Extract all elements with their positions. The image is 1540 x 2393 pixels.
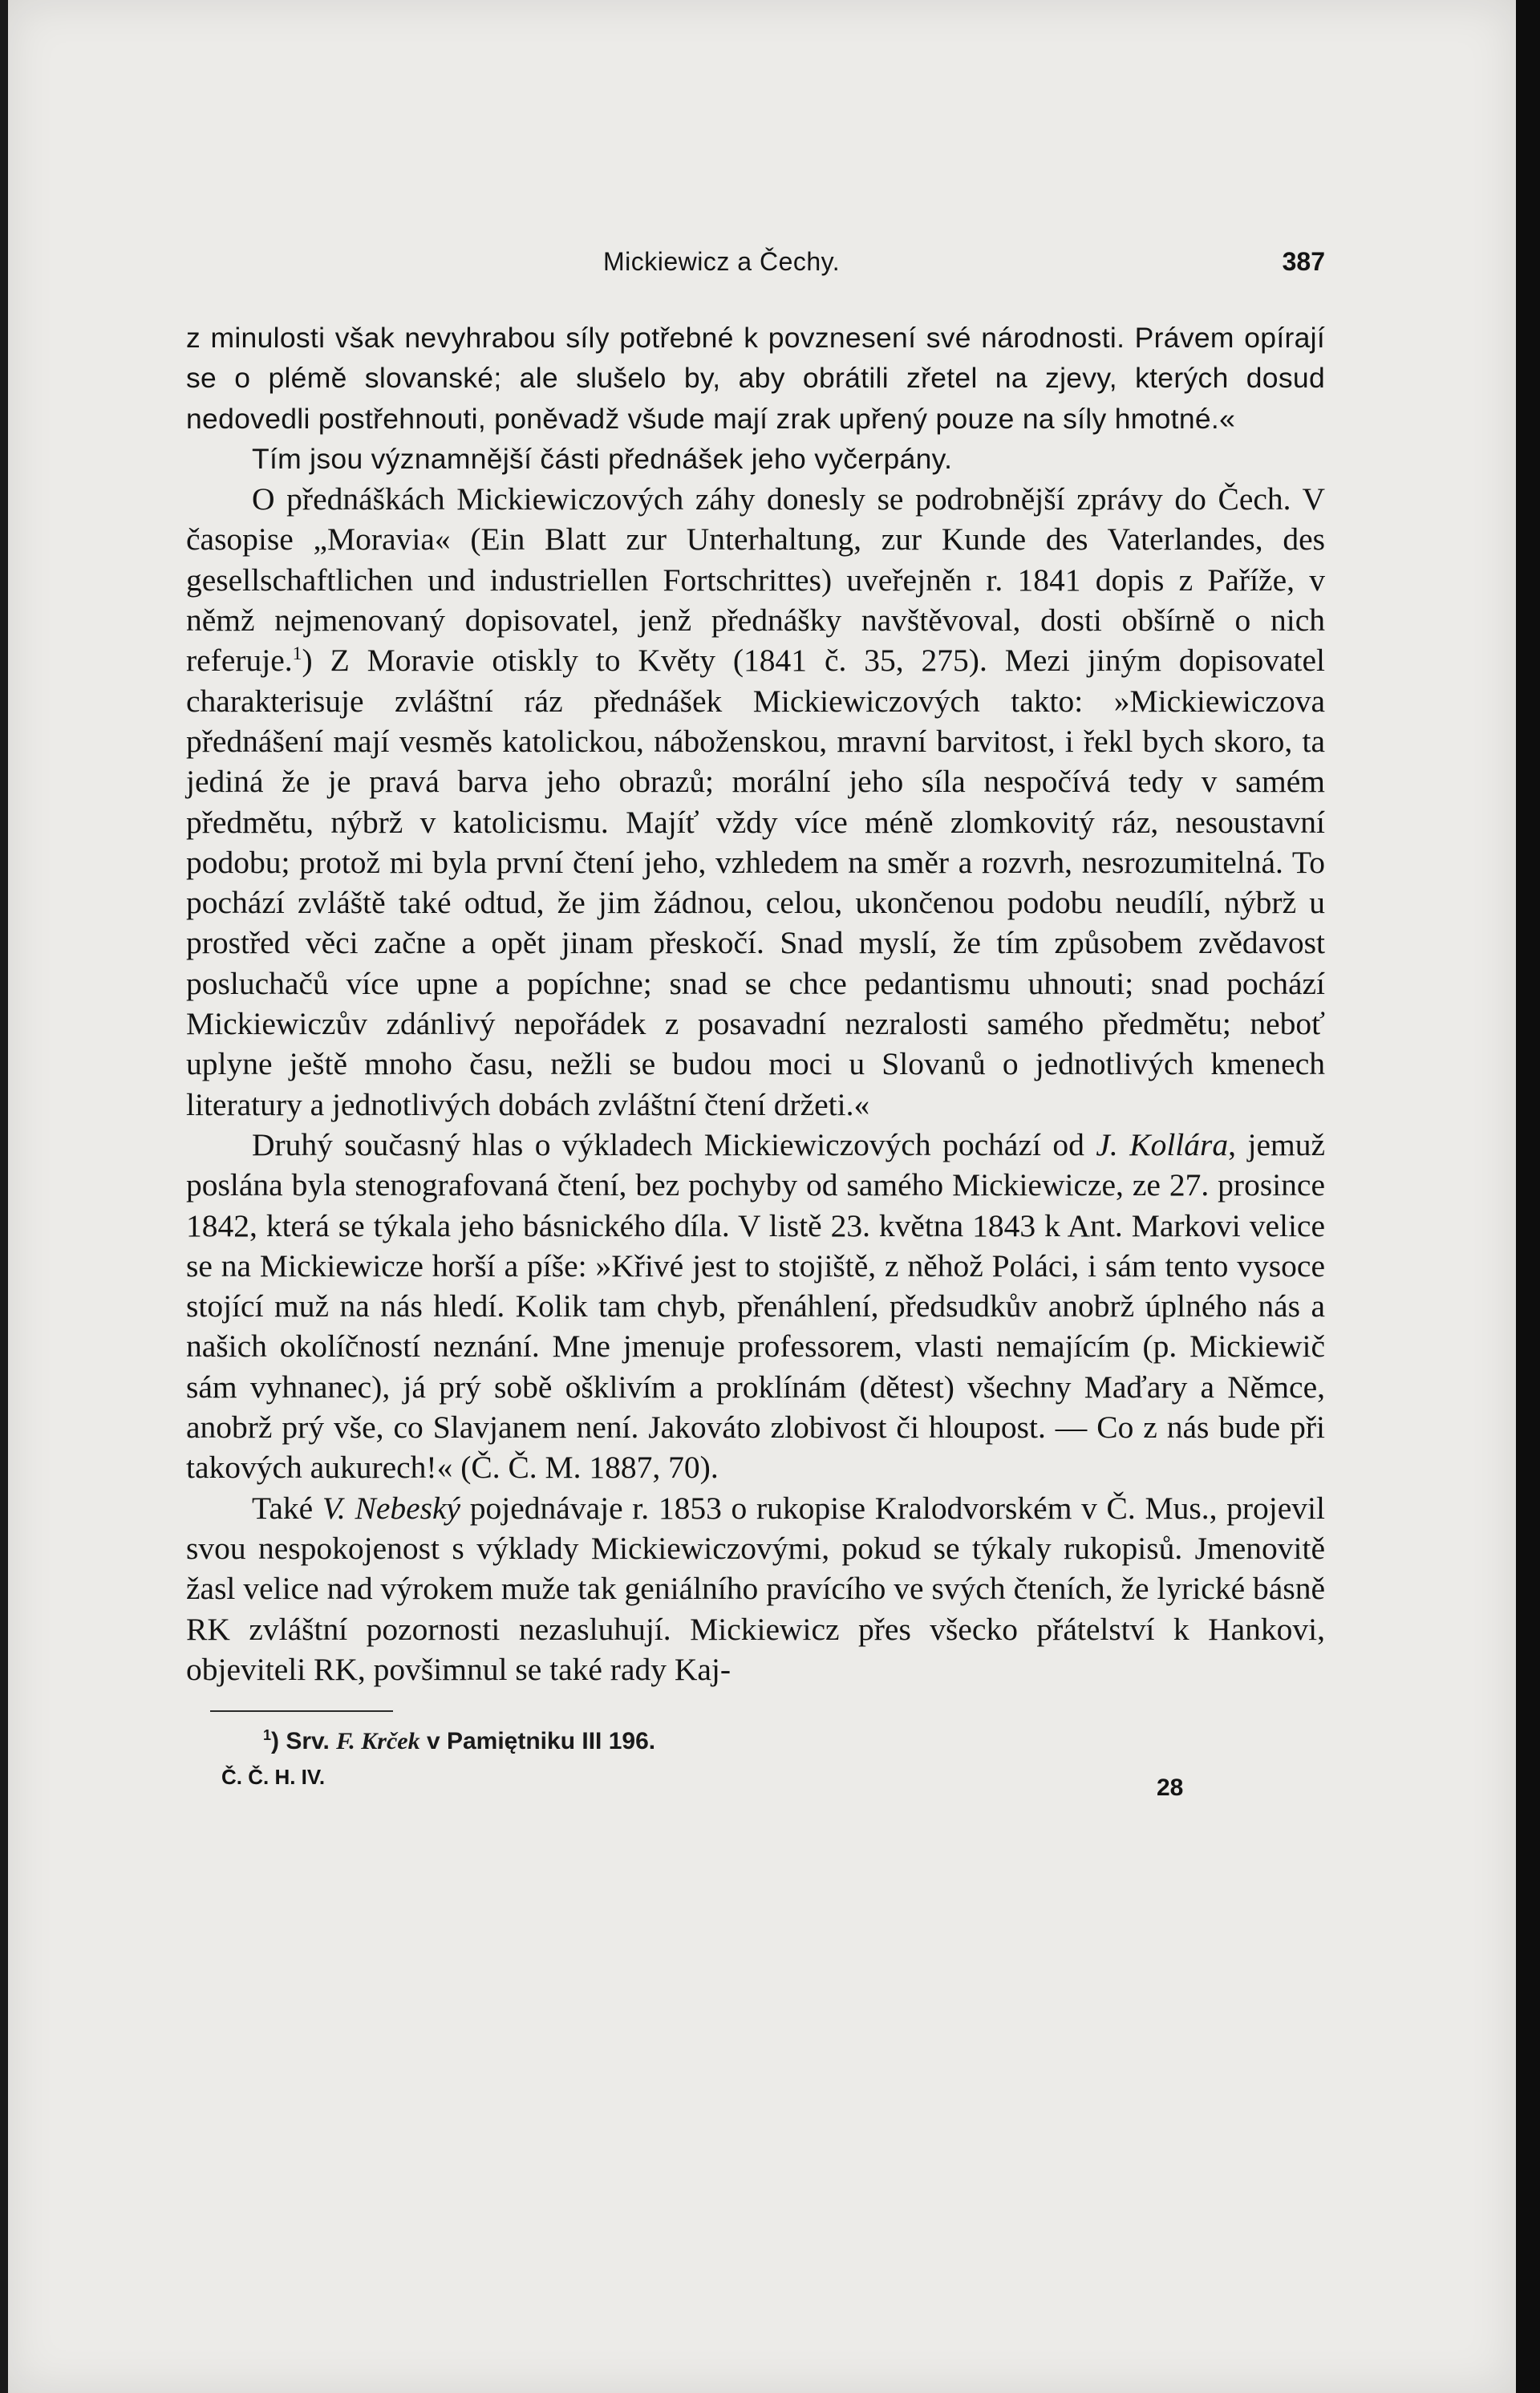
paragraph-4-lead: Druhý současný hlas o výkladech Mickiewiczových pochází od (252, 1126, 1096, 1162)
signature-row (186, 1765, 1325, 1802)
page-number: 387 (1282, 247, 1325, 276)
paragraph-1: z minulosti však nevyhrabou síly potřebné k povznesení své národnosti. Právem opírají se o plémě slovanské; ale slušelo by, aby obrátili zřetel na zjevy, kterých dosud nedovedli postřehnouti, poněvadž všude mají zrak upřený pouze na síly hmotné.« (186, 322, 1325, 435)
paragraph-3 (186, 479, 1325, 1125)
footnote-rule (210, 1710, 393, 1712)
body-text (186, 318, 1325, 1689)
author-name-kollar: J. Kollára (1096, 1126, 1229, 1162)
paragraph-5 (186, 1488, 1325, 1689)
paragraph-3-text: O přednáškách Mickiewiczových záhy donesly se podrobnější zprávy do Čech. V časopise „Moravia« (Ein Blatt zur Unterhaltung, zur Kunde des Vaterlandes, des gesellschaftlichen und industriellen Fortschrittes) uveřejněn r. 1841 dopis z Paříže, v němž nejmenovaný dopisovatel, jenž přednášky navštěvoval, dosti obšírně o nich referuje. (186, 481, 1325, 679)
paragraph-3-continued: ) Z Moravie otiskly to Květy (1841 č. 35, 275). Mezi jiným dopisovatel charakterisuje zvláštní ráz přednášek Mickiewiczových takto: »Mickiewiczova přednášení mají vesměs katolickou, náboženskou, mravní barvitost, i řekl bych skoro, ta jediná že je pravá barva jeho obrazů; morální jeho síla nespočívá tedy v samém předmětu, nýbrž v katolicismu. Majíť vždy více méně zlomkovitý ráz, nesoustavní podobu; protož mi byla první čtení jeho, vzhledem na směr a rozvrh, nesrozumitelná. To pochází zvláště také odtud, že jim žádnou, celou, ukončenou podobu neudílí, nýbrž u prostřed věci začne a opět jinam přeskočí. Snad myslí, že tím způsobem zvědavost posluchačů více upne a popíchne; snad se chce pedantismu uhnouti; snad pochází Mickiewiczův zdánlivý nepořádek z posavadní nezralosti samého předmětu; neboť uplyne ještě mnoho času, nežli se budou moci u Slovanů o jednotlivých kmenech literatury a jednotlivých dobách zvláštní čtení držeti.« (186, 643, 1325, 1122)
book-page (186, 241, 1325, 1802)
signature-label: Č. Č. H. IV. (221, 1765, 326, 1790)
author-name-nebesky: V. Nebeský (322, 1490, 461, 1526)
footnote-ref: 1 (292, 643, 302, 665)
footnote-lead: ) Srv. (271, 1728, 337, 1755)
paragraph-4 (186, 1125, 1325, 1488)
running-head-title: Mickiewicz a Čechy. (603, 247, 841, 276)
footnote-author: F. Krček (336, 1728, 420, 1755)
page-edge-shadow (1516, 0, 1540, 2393)
paragraph-2: Tím jsou významnější části přednášek jeho vyčerpány. (252, 442, 953, 475)
paragraph-4-text: , jemuž poslána byla stenografovaná čtení, bez pochyby od samého Mickiewicze, ze 27. prosince 1842, která se týkala jeho básnického díla. V listě 23. května 1843 k Ant. Markovi velice se na Mickiewicze horší a píše: »Křivé jest to stojiště, z něhož Poláci, i sám tento vysoce stojící muž na nás hledí. Kolik tam chyb, přenáhlení, předsudkův anobrž úplného nás a našich okolíčností neznání. Mne jmenuje professorem, vlasti nemajícím (p. Mickiewič sám vyhnanec), já prý sobě ošklivím a proklínám (dětest) všechny Maďary a Němce, anobrž prý vše, co Slavjanem není. Jakováto zlobivost či hloupost. — Co z nás bude při takových aukurech!« (Č. Č. M. 1887, 70). (186, 1126, 1325, 1486)
paragraph-5-text: pojednávaje r. 1853 o rukopise Kralodvorském v Č. Mus., projevil svou nespokojenost s výklady Mickiewiczovými, pokud se týkaly rukopisů. Jmenovitě žasl velice nad výrokem muže tak geniálního pravícího ve svých čteních, že lyrické básně RK zvláštní pozornosti nezasluhují. Mickiewicz přes všecko přátelství k Hankovi, objeviteli RK, povšimnul se také rady Kaj- (186, 1490, 1326, 1687)
footnote (263, 1725, 1325, 1758)
footnote-text: v Pamiętniku III 196. (419, 1728, 656, 1755)
running-head (186, 241, 1325, 289)
paragraph-5-lead: Také (252, 1490, 322, 1526)
footnote-mark: 1 (263, 1727, 272, 1744)
sheet-number: 28 (1157, 1774, 1184, 1802)
